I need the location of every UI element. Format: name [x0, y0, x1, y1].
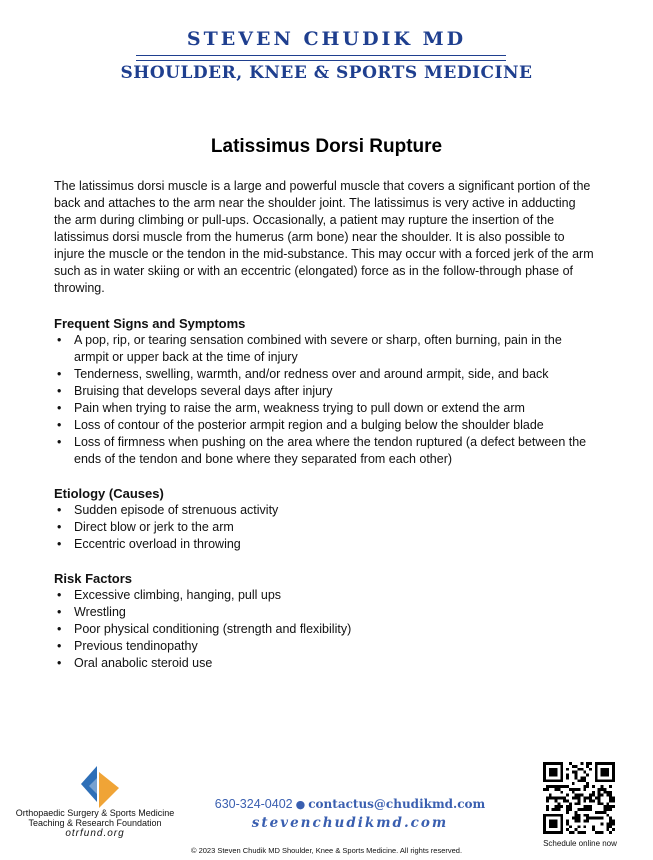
- header-rule-top: [136, 55, 506, 56]
- section-risk-factors: [54, 570, 594, 672]
- list-item: • Tenderness, swelling, warmth, and/or redness over and around armpit, side, and back: [54, 366, 594, 383]
- section-heading: Etiology (Causes): [54, 486, 164, 501]
- list-item: • Pain when trying to raise the arm, weakness trying to pull down or extend the arm: [54, 400, 594, 417]
- list-item: • Eccentric overload in throwing: [54, 536, 594, 553]
- document-body: [54, 178, 594, 689]
- foundation-name-line1: Orthopaedic Surgery & Sports Medicine: [15, 808, 175, 818]
- foundation-logo-icon: [77, 764, 123, 810]
- list-item: • Previous tendinopathy: [54, 638, 594, 655]
- contact-line: [210, 797, 490, 812]
- bullet-list: [54, 587, 594, 672]
- list-item: • Sudden episode of strenuous activity: [54, 502, 594, 519]
- list-item: • Oral anabolic steroid use: [54, 655, 594, 672]
- section-heading: Frequent Signs and Symptoms: [54, 316, 246, 331]
- qr-code-icon[interactable]: [543, 762, 615, 834]
- qr-caption: Schedule online now: [543, 839, 617, 848]
- list-item: • Poor physical conditioning (strength and flexibility): [54, 621, 594, 638]
- list-item: • Wrestling: [54, 604, 594, 621]
- practice-subtitle: SHOULDER, KNEE & SPORTS MEDICINE: [120, 63, 533, 83]
- header-rule-bottom: [136, 60, 506, 61]
- foundation-name-line2: Teaching & Research Foundation: [28, 818, 162, 828]
- copyright-notice: © 2023 Steven Chudik MD Shoulder, Knee & Sports Medicine. All rights reserved.: [190, 846, 463, 855]
- phone-link[interactable]: 630-324-0402: [214, 797, 293, 811]
- list-item: • Bruising that develops several days after injury: [54, 383, 594, 400]
- list-item: • Loss of firmness when pushing on the area where the tendon ruptured (a defect between the ends of the tendon and bone where they separated from each other): [54, 434, 594, 468]
- list-item: • Excessive climbing, hanging, pull ups: [54, 587, 594, 604]
- section-heading: Risk Factors: [54, 571, 133, 586]
- list-item: • A pop, rip, or tearing sensation combined with severe or sharp, often burning, pain in the armpit or upper back at the time of injury: [54, 332, 594, 366]
- website-link[interactable]: stevenchudikmd.com: [251, 815, 449, 831]
- page-title: Latissimus Dorsi Rupture: [210, 136, 443, 157]
- list-item: • Loss of contour of the posterior armpit region and a bulging below the shoulder blade: [54, 417, 594, 434]
- foundation-website-link[interactable]: otrfund.org: [65, 828, 125, 839]
- practice-name: STEVEN CHUDIK MD: [186, 28, 467, 50]
- section-etiology: [54, 485, 594, 553]
- list-item: • Direct blow or jerk to the arm: [54, 519, 594, 536]
- bullet-separator-icon: ●: [295, 798, 306, 811]
- bullet-list: [54, 502, 594, 553]
- bullet-list: [54, 332, 594, 468]
- intro-paragraph: The latissimus dorsi muscle is a large and powerful muscle that covers a significant portion of the back and attaches to the arm near the shoulder joint. The latissimus is very active in adducting the arm during climbing or pull-ups. Occasionally, a patient may rupture the insertion of the latissimus dorsi muscle from the humerus (arm bone) near the shoulder. It is also possible to injure the muscle or the tendon in the mid-substance. This may occur with a forced jerk of the arm such as in water skiing or with an eccentric (elongated) force as in the follow-through phase of throwing.: [54, 179, 594, 295]
- section-signs-symptoms: [54, 315, 594, 468]
- email-link[interactable]: contactus@chudikmd.com: [308, 797, 486, 811]
